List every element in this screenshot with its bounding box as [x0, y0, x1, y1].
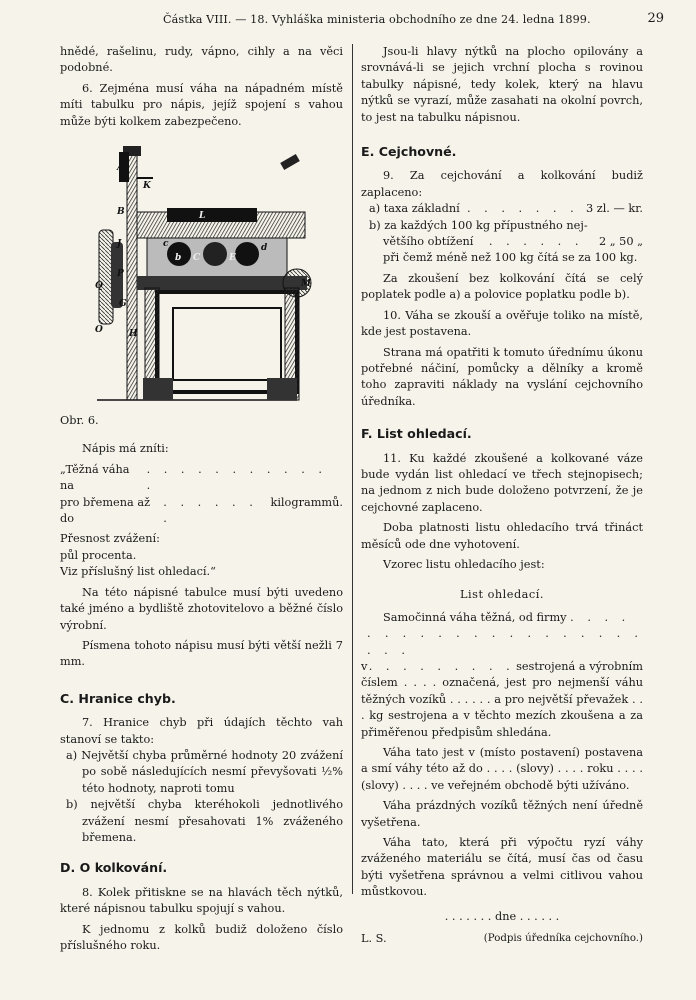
svg-text:P: P	[117, 269, 124, 280]
svg-text:J: J	[117, 239, 122, 250]
paragraph: Strana má opatřiti k tomuto úřednímu úkonu potřebné náčiní, pomůcky a dělníky a kromě toho zapraviti náklady na vyslání cejchovního úředníka.	[361, 345, 643, 408]
fee-value: 2 „ 50 „	[598, 235, 643, 249]
inscription-line-1: „Těžná váha na . . . . . . . . . . . .	[60, 462, 343, 495]
svg-text:K: K	[143, 181, 151, 192]
paragraph-10: 10. Váha se zkouší a ověřuje toliko na místě, kde jest postavena.	[361, 308, 643, 339]
seal-mark: L. S.	[361, 932, 387, 946]
paragraph: hnědé, rašelinu, rudy, vápno, cihly a na věci podobné.	[60, 45, 343, 75]
svg-text:M: M	[301, 279, 311, 290]
form-text: Samočinná váha těžná, od firmy	[383, 610, 567, 624]
machine-drawing-icon	[97, 138, 313, 413]
item-a: a) Největší chyba průměrné hodnoty 20 zvážení po sobě následujících nesmí převyšovati ½% této hodnoty, naproti tomu	[66, 748, 343, 795]
paragraph-11: 11. Ku každé zkoušené a kolkované váze bude vydán list ohledací ve třech stejnopisech; na jednom z nich bude doloženo potvrzení, že je cejchovné zaplaceno.	[361, 451, 643, 514]
paragraph: Písmena tohoto nápisu musí býti větší nežli 7 mm.	[60, 638, 343, 669]
inscription-intro: Nápis má zníti:	[82, 442, 169, 456]
paragraph-8: 8. Kolek přitiskne se na hlavách těch nýtků, které nápisnou tabulku spojují s vahou.	[60, 885, 343, 916]
page-number: 29	[647, 11, 664, 26]
right-column	[361, 44, 643, 948]
paragraph-9: 9. Za cejchování a kolkování budiž zaplaceno:	[361, 169, 643, 199]
svg-text:C: C	[193, 253, 201, 264]
item-b: b) největší chyba kteréhokoli jednotlivého zvážení nesmí přesahovati 1% zváženého břemena.	[66, 798, 343, 844]
svg-text:d: d	[261, 243, 268, 254]
fee-row-a: a) taxa základní . . . . . . . 3 zl. — kr.	[361, 201, 643, 217]
inscription-text: „Těžná váha na	[60, 462, 130, 493]
fee-label: b) za každých 100 kg přípustného nej-	[369, 218, 588, 232]
inscription-text: pro břemena až do	[60, 495, 151, 526]
svg-text:L: L	[199, 211, 206, 222]
signature-row	[361, 931, 643, 947]
paragraph: Doba platnosti listu ohledacího trvá třináct měsíců ode dne vyhotovení.	[361, 521, 643, 551]
paragraph: K jednomu z kolků budiž doloženo číslo příslušného roku.	[60, 922, 343, 952]
section-heading-f: F. List ohledací.	[361, 426, 472, 442]
form-text: Váha prázdných vozíků těžných není úředně vyšetřena.	[361, 799, 643, 829]
left-column	[60, 44, 343, 954]
fee-value: 3 zl. — kr.	[585, 202, 643, 216]
machine-figure	[97, 138, 313, 413]
svg-text:E: E	[229, 253, 236, 264]
paragraph: Vzorec listu ohledacího jest:	[383, 557, 545, 571]
svg-text:O: O	[95, 325, 103, 336]
section-heading-e: E. Cejchovné.	[361, 144, 457, 160]
svg-text:A: A	[117, 163, 124, 174]
inscription-text: půl procenta.	[60, 548, 137, 562]
form-date: . . . . . . . dne . . . . . .	[444, 909, 560, 923]
dotted-line: . . . . . . . . . . . . . . . . . . .	[367, 627, 643, 657]
form-line: v . . . . . . . . . sestrojená a výrobním	[361, 659, 643, 675]
svg-text:B: B	[117, 207, 125, 218]
paragraph: Za zkoušení bez kolkování čítá se celý poplatek podle a) a polovice poplatku podle b).	[361, 271, 643, 302]
form-text: Váha tato jest v (místo postavení) postavena a smí váhy této až do . . . . (slovy) . . . . roku . . . . (slovy) . . . . ve veřejném obchodě býti užíváno.	[361, 746, 643, 792]
paragraph: Na této nápisné tabulce musí býti uvedeno také jméno a bydliště zhotovitelovo a běžné číslo výrobní.	[60, 585, 343, 632]
column-divider	[352, 44, 353, 894]
section-heading-d: D. O kolkování.	[60, 860, 168, 876]
figure-caption: Obr. 6.	[60, 414, 99, 428]
page-header	[60, 8, 664, 28]
fee-label: a) taxa základní	[369, 202, 460, 216]
paragraph-7: 7. Hranice chyb při údajích těchto vah stanoví se takto:	[60, 716, 343, 746]
form-line: Samočinná váha těžná, od firmy . . . .	[383, 610, 631, 624]
signature-note: (Podpis úředníka cejchovního.)	[483, 933, 643, 945]
inscription-text: Přesnost zvážení:	[60, 532, 160, 546]
header-title: Částka VIII. — 18. Vyhláška ministeria obchodního ze dne 24. ledna 1899.	[163, 13, 591, 26]
form-text: sestrojená a výrobním	[516, 660, 643, 673]
fee-row-b: většího obtížení . . . . . . 2 „ 50 „	[361, 234, 643, 250]
fee-label: většího obtížení	[383, 235, 474, 249]
svg-text:b: b	[175, 253, 182, 264]
form-text: Váha tato, která při výpočtu ryzí váhy zváženého materiálu se čítá, musí čas od času býti vyšetřena správnou a velmi citlivou vahou můstkovou.	[361, 836, 643, 899]
paragraph-6: 6. Zejména musí váha na nápadném místě míti tabulku pro nápis, jejíž spojení s vahou může býti kolkem zabezpečeno.	[60, 81, 343, 128]
form-text: číslem . . . . označená, jest pro nejmenší váhu těžných vozíků . . . . . . a pro největší převažek . . . kg sestrojena a v těchto mezích zkoušena a za přiměřenou předpisům shledána.	[361, 676, 643, 739]
svg-text:Q: Q	[95, 281, 103, 292]
paragraph: při čemž méně než 100 kg čítá se za 100 kg.	[383, 251, 638, 265]
svg-text:H: H	[129, 329, 138, 340]
svg-text:c: c	[163, 239, 169, 250]
section-heading-c: C. Hranice chyb.	[60, 690, 176, 706]
form-text: v	[361, 660, 368, 673]
inscription-text: kilogrammů.	[270, 495, 343, 509]
paragraph: Jsou-li hlavy nýtků na plocho opilovány a srovnává-li se jejich vrchní plocha s rovinou tabulky nápisné, tedy kolek, který na hlavu nýtků se vyrazí, může zasahati na okolní povrch, to jest na tabulku nápisnou.	[361, 45, 643, 124]
inscription-text: Viz příslušný list ohledací.“	[60, 565, 216, 579]
svg-text:G: G	[119, 299, 127, 310]
form-title: List ohledací.	[460, 588, 544, 602]
inscription-line-2: pro břemena až do . . . . . . . kilogrammů.	[60, 495, 343, 528]
